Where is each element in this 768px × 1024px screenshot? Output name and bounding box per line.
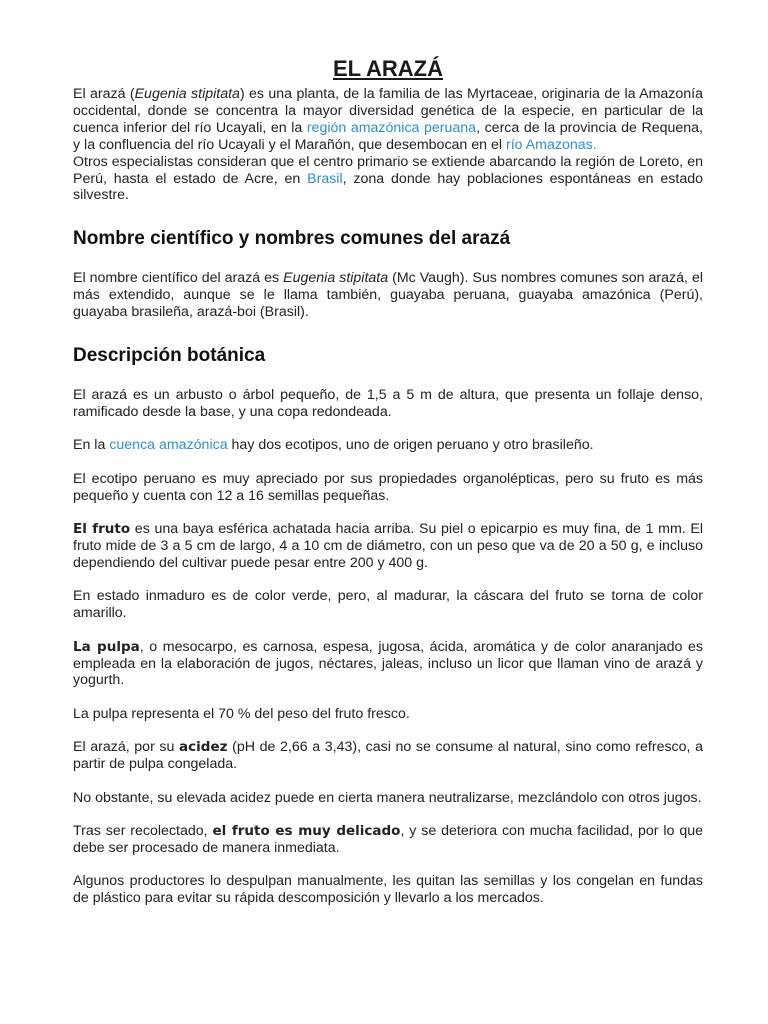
intro-paragraph-2 (73, 154, 703, 205)
text-run: , cerca de la provincia de Requena, y la confluencia del río Ucayali y el Marañón, que desembocan en el (73, 119, 704, 153)
descripcion-paragraph-1: El arazá es un arbusto o árbol pequeño, de 1,5 a 5 m de altura, que presenta un follaje denso, ramificado desde la base, y una copa redondeada. (73, 387, 703, 420)
link-cuenca-amazonica[interactable]: cuenca amazónica (109, 437, 228, 454)
text-run: El arazá ( (73, 86, 135, 102)
productores-paragraph: Algunos productores lo despulpan manualmente, les quitan las semillas y los congelan en fundas de plástico para evitar su rápida descomposición y llevarlo a los mercados. (73, 873, 703, 907)
fruto-paragraph (73, 521, 703, 572)
scientific-name: Eugenia stipitata (283, 270, 389, 287)
section-heading-nombres: Nombre científico y nombres comunes del arazá (73, 228, 511, 250)
text-run: En la (73, 437, 110, 454)
neutralizar-paragraph: No obstante, su elevada acidez puede en cierta manera neutralizarse, mezclándolo con otros jugos. (73, 789, 702, 806)
scientific-name: Eugenia stipitata (134, 86, 240, 102)
page-title: EL ARAZÁ (333, 56, 443, 81)
bold-term: acidez (179, 739, 228, 756)
pulpa-paragraph (73, 639, 703, 690)
link-brasil[interactable]: Brasil (307, 170, 343, 187)
color-paragraph: En estado inmaduro es de color verde, pero, al madurar, la cáscara del fruto se torna de color amarillo. (73, 588, 703, 622)
link-rio-amazonas[interactable]: río Amazonas. (505, 136, 597, 153)
descripcion-paragraph-3: El ecotipo peruano es muy apreciado por sus propiedades organolépticas, pero su fruto es más pequeño y cuenta con 12 a 16 semillas pequeñas. (73, 470, 703, 504)
text-run: , zona donde hay poblaciones espontáneas en estado silvestre. (73, 170, 703, 204)
bold-term: el fruto es muy delicado (212, 822, 401, 839)
text-run: es una baya esférica achatada hacia arriba. Su piel o epicarpio es muy fina, de 1 mm. El fruto mide de 3 a 5 cm de largo, 4 a 10 cm de diámetro, con un peso que va de 20 a 50 g, e incluso dependiendo del cultivar puede pesar entre 200 y 400 g. (73, 521, 703, 571)
text-run: El arazá, por su (73, 739, 180, 756)
section-heading-descripcion: Descripción botánica (73, 345, 266, 367)
descripcion-paragraph-2 (73, 437, 703, 454)
text-run: , o mesocarpo, es carnosa, espesa, jugosa, ácida, aromática y de color anaranjado es empleada en la elaboración de jugos, néctares, jaleas, incluso un licor que llaman vino de arazá y yogurth. (73, 638, 703, 689)
text-run: (pH de 2,66 a 3,43), casi no se consume al natural, sino como refresco, a partir de pulpa congelada. (73, 739, 703, 773)
text-run: (Mc Vaugh). Sus nombres comunes son arazá, el más extendido, aunque se le llama también, guayaba peruana, guayaba amazónica (Perú), guayaba brasileña, arazá-boi (Brasil). (73, 270, 704, 321)
delicado-paragraph (73, 823, 703, 857)
bold-term: La pulpa (73, 638, 140, 655)
peso-paragraph: La pulpa representa el 70 % del peso del fruto fresco. (73, 705, 410, 722)
text-run: El nombre científico del arazá es (73, 270, 284, 287)
nombres-paragraph (73, 270, 703, 321)
acidez-paragraph (73, 739, 703, 773)
text-run: hay dos ecotipos, uno de origen peruano y otro brasileño. (227, 437, 594, 454)
link-region-amazonica-peruana[interactable]: región amazónica peruana (306, 119, 477, 136)
text-run: , y se deteriora con mucha facilidad, por lo que debe ser procesado de manera inmediata. (73, 822, 703, 856)
bold-term: El fruto (73, 521, 131, 538)
text-run: Tras ser recolectado, (73, 822, 213, 839)
text-run: Otros especialistas consideran que el centro primario se extiende abarcando la región de Loreto, en Perú, hasta el estado de Acre, en (73, 153, 703, 187)
intro-paragraph-1 (73, 86, 703, 154)
text-run: ) es una planta, de la familia de las Myrtaceae, originaria de la Amazonía occidental, donde se concentra la mayor diversidad genética de la especie, en particular de la cuenca inferior del río Ucayali, en la (73, 86, 703, 136)
